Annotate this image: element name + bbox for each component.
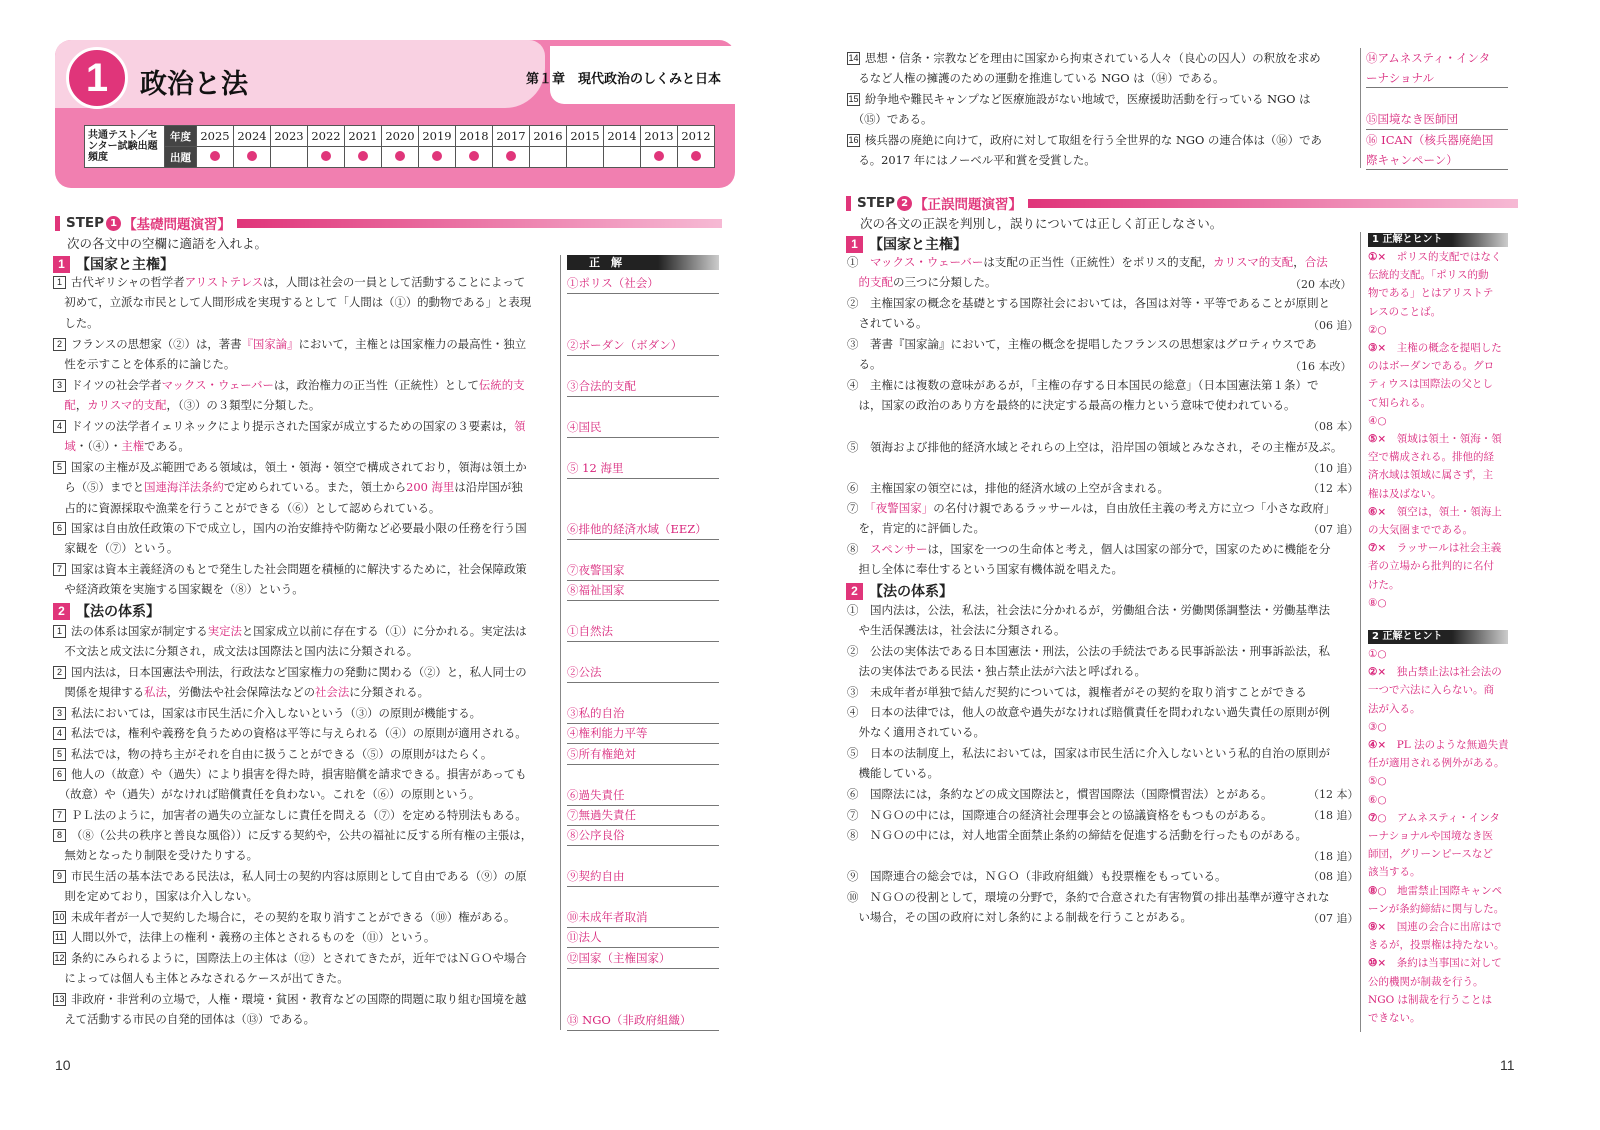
answer: ⑫国家（主権国家） [567,949,719,969]
question-2-11: 11 人間以外で，法律上の権利・義務の主体とされるものを（⑪）という。 [54,930,436,944]
question-6: 6 国家は自由放任政策の下で成立し，国内の治安維持や防衛など必要最小限の任務を行う国 家観を（⑦）という。 [53,521,527,556]
question-2-7: 7 ＰＬ法のように，加害者の過失の立証なしに責任を問える（⑦）を定める特別法もある。 [53,805,553,825]
answer: ①自然法 [567,622,719,642]
hint-header: 2 正解とヒント [1368,630,1508,644]
question-14: 14 思想・信条・宗教などを理由に国家から拘束されている人々（良心の囚人）の釈放を求め るなど人権の擁護のための運動を推進している NGO は（⑭）である。 [847,51,1321,86]
answer: ①ポリス（社会） [567,274,719,294]
question-2-9: 9 市民生活の基本法である民法は，私人同士の契約内容は原則として自由である（⑨）の原 則を定めており，国家は介入しない。 [53,869,527,904]
question-2-4: 4 私法では，権利や義務を負うための資格は平等に与えられる（④）の原則が適用される。 [53,723,553,743]
question-2-3: 3 私法においては，国家は市民生活に介入しないという（③）の原則が機能する。 [53,703,553,723]
frequency-mark [604,147,641,168]
answer: ⑤ 12 海里 [567,459,719,479]
question-2-8: 8 （⑧（公共の秩序と善良な風俗））に反する契約や，公共の福祉に反する所有権の主張は， 無効となったり制限を受けたりする。 [53,828,533,863]
step2-heading [846,193,1518,213]
question-2-12: 12 条約にみられるように，国際法上の主体は（⑫）とされてきたが，近年ではＮＧＯや場合 によっては個人も主体とみなされるケースが出てきた。 [53,951,527,986]
year-tag: （18 追） [1308,809,1359,822]
section-title: 【法の体系】 [869,584,953,600]
chapter-label: 第１章 現代政治のしくみと日本 [526,72,722,87]
dot-icon [469,151,479,161]
answer: ⑯ ICAN（核兵器廃絶国 際キャンペーン） [1366,130,1508,170]
step-number: 1 [106,216,121,231]
frequency-mark [419,147,456,168]
instruction: 次の各文中の空欄に適語を入れよ。 [67,236,268,251]
answer: ⑭アムネスティ・インタ ーナショナル [1366,48,1508,88]
year-cell: 2022 [308,126,345,147]
year-tag: （18 追） [1308,850,1359,863]
hint-list-2: ①○ ②× 独占禁止法は社会法の 一つで六法に入らない。商 法が入る。 ③○ ④× PL 法のような無過失責 任が適用される例外がある。 ⑤○ ⑥○ ⑦○ アムネスティ・インタ ーナショナルや国境なき医 師団，グリーンピースなど 該当する。 ⑧○ 地雷禁止国際キャンペ ーンが条約締結に関与した。 ⑨× 国連の会合に出席はで きるが，投票権は持たない。 ⑩× 条約は当事国に対して 公的機関が制裁を行う。 NGO は制裁を行うことは できない。 [1368,648,1509,1025]
tf-1-5: ⑤ 領海および排他的経済水域とそれらの上空は，沿岸国の領域とみなされ，その主権が及ぶ。 [847,440,1343,454]
year-tag: （08 本） [1308,420,1359,433]
section-title: 【法の体系】 [76,604,160,620]
answer: ③私的自治 [567,704,719,724]
answer: ⑤所有権絶対 [567,745,719,765]
year-cell: 2021 [345,126,382,147]
dot-icon [506,151,516,161]
year-cell: 2023 [271,126,308,147]
page-title: 政治と法 [140,69,248,100]
section-heading [846,234,967,254]
tf-1-7: ⑦ 「夜警国家」の名付け親であるラッサールは，自由放任主義の考え方に立つ「小さな政府」 を，肯定的に評価した。 [847,501,1336,536]
answer: ④国民 [567,418,719,438]
frequency-mark [530,147,567,168]
question-2-5: 5 私法では，物の持ち主がそれを自由に扱うことができる（⑤）の原則がはたらく。 [53,744,553,764]
answer: ⑬ NGO（非政府組織） [567,1011,719,1031]
year-cell: 2025 [197,126,234,147]
tf-2-4: ④ 日本の法律では，他人の故意や過失がなければ賠償責任を問われない過失責任の原則が例 外なく適用されている。 [847,705,1330,740]
year-cell: 2016 [530,126,567,147]
answer: ⑪法人 [567,928,719,948]
section-number: 2 [53,603,70,620]
frequency-mark [308,147,345,168]
question-2-1: 1 法の体系は国家が制定する実定法と国家成立以前に存在する（①）に分かれる。実定法は 不文法と成文法に分類され，成文法は国際法と国内法に分類される。 [53,624,527,659]
year-cell: 2015 [567,126,604,147]
dot-icon [321,151,331,161]
section-number: 2 [846,583,863,600]
answer: ⑨契約自由 [567,867,719,887]
year-cell: 2014 [604,126,641,147]
step-label: STEP [857,195,896,211]
answer: ⑦無過失責任 [567,806,719,826]
year-cell: 2019 [419,126,456,147]
tf-2-2: ② 公法の実体法である日本国憲法・刑法，公法の手続法である民事訴訟法・刑事訴訟法，私 法の実体法である民法・独占禁止法が六法と呼ばれる。 [847,644,1330,679]
year-tag: （08 追） [1308,870,1359,883]
answer: ⑩未成年者取消 [567,908,719,928]
section-heading [53,601,160,621]
frequency-mark [345,147,382,168]
frequency-mark [271,147,308,168]
year-tag: （06 追） [1308,319,1359,332]
tf-2-1: ① 国内法は，公法，私法，社会法に分かれるが，労働組合法・労働関係調整法・労働基準法 や生活保護法は，社会法に分類される。 [847,603,1330,638]
instruction: 次の各文の正誤を判別し，誤りについては正しく訂正しなさい。 [860,216,1223,231]
year-tag: （16 本改） [1290,360,1352,373]
question-4: 4 ドイツの法学者イェリネックにより提示された国家が成立するための国家の３要素は，領 域・（④）・主権である。 [53,416,553,457]
answer: ⑥過失責任 [567,786,719,806]
frequency-table [84,125,715,168]
year-tag: （07 追） [1308,912,1359,925]
tf-2-9: ⑨ 国際連合の総会では，ＮＧＯ（非政府組織）も投票権をもっている。 [847,869,1227,883]
step-title: 【基礎問題演習】 [123,217,232,233]
frequency-mark [641,147,678,168]
question-2-2: 2 国内法は，日本国憲法や刑法，行政法など国家権力の発動に関わる（②）と，私人同士の 関係を規律する私法，労働法や社会保障法などの社会法に分類される。 [53,665,527,700]
dot-icon [654,151,664,161]
frequency-mark [197,147,234,168]
answer: ⑥排他的経済水域（EEZ） [567,520,719,540]
frequency-mark [234,147,271,168]
question-5: 5 国家の主権が及ぶ範囲である領域は，領土・領海・領空で構成されており，領海は領土か ら（⑤）までと国連海洋法条約で定められている。また，領土から200 海里は沿岸国が独 占的に資源採取や漁業を行うことができる（⑥）として認められている。 [53,460,527,515]
step-label: STEP [66,215,105,231]
page-number: 10 [55,1057,71,1073]
year-tag: （20 本改） [1290,278,1352,291]
tf-2-7: ⑦ ＮＧＯの中には，国際連合の経済社会理事会との協議資格をもつものがある。 [847,808,1273,822]
tf-2-3: ③ 未成年者が単独で結んだ契約については，親権者がその契約を取り消すことができる [847,685,1307,699]
year-cell: 2012 [678,126,715,147]
question-2-10: 10 未成年者が一人で契約した場合に，その契約を取り消すことができる（⑩）権がある。 [54,910,516,924]
section-title: 【国家と主権】 [869,237,967,253]
tf-2-5: ⑤ 日本の法制度上，私法においては，国家は市民生活に介入しないという私的自治の原則が 機能している。 [847,746,1330,781]
question-3: 3 ドイツの社会学者マックス・ウェーバーは，政治権力の正当性（正統性）として伝統的支 配，カリスマ的支配，（③）の３類型に分類した。 [53,375,553,416]
tf-1-3: ③ 著書『国家論』において，主権の概念を提唱したフランスの思想家はグロティウスであ る。 [847,337,1317,372]
answers-header: 正 解 [567,255,719,270]
step1-heading [55,213,722,233]
section-number: 1 [846,236,863,253]
tf-1-8: ⑧ スペンサーは，国家を一つの生命体と考え，個人は国家の部分で，国家のために機能を分 担し全体に奉仕するという国家有機体説を唱えた。 [847,542,1331,577]
tf-1-4: ④ 主権には複数の意味があるが，「主権の存する日本国民の総意」（日本国憲法第１条）で は，国家の政治のあり方を最終的に決定する最高の権力という意味で使われている。 [847,378,1319,413]
frequency-mark [382,147,419,168]
year-tag: （07 追） [1308,523,1359,536]
section-heading [53,254,174,274]
year-cell: 2018 [456,126,493,147]
tf-2-8: ⑧ ＮＧＯの中には，対人地雷全面禁止条約の締結を促進する活動を行ったものがある。 [847,828,1307,842]
tf-2-10: ⑩ ＮＧＯの役割として，環境の分野で，条約で合意された有害物質の排出基準が遵守されな い場合，その国の政府に対し条約による制裁を行うことがある。 [847,890,1330,925]
answer: ②公法 [567,663,719,683]
year-cell: 2017 [493,126,530,147]
frequency-mark [456,147,493,168]
dot-icon [432,151,442,161]
tf-1-2: ② 主権国家の概念を基礎とする国際社会においては，各国は対等・平等であることが原則と されている。 [847,296,1330,331]
left-page [0,0,780,1130]
dot-icon [395,151,405,161]
question-2: 2 フランスの思想家（②）は，著書『国家論』において，主権とは国家権力の最高性・独立 性を示すことを体系的に論じた。 [53,337,527,372]
dot-icon [691,151,701,161]
section-number: 1 [53,256,70,273]
dot-icon [247,151,257,161]
year-header: 年度 [165,126,197,147]
answer: ④権利能力平等 [567,724,719,744]
section-heading [846,581,953,601]
question-2-6: 6 他人の（故意）や（過失）により損害を得た時，損害賠償を請求できる。損害があっても （故意）や（過失）がなければ賠償責任を負わない。これを（⑥）の原則という。 [53,767,527,802]
year-cell: 2024 [234,126,271,147]
frequency-mark [567,147,604,168]
frequency-mark [678,147,715,168]
answer: ⑧公序良俗 [567,826,719,846]
answer: ③合法的支配 [567,377,719,397]
section-title: 【国家と主権】 [76,257,174,273]
year-cell: 2013 [641,126,678,147]
hint-header: 1 正解とヒント [1368,233,1508,247]
answer: ⑮国境なき医師団 [1366,109,1508,130]
year-tag: （12 本） [1308,482,1359,495]
appear-header: 出題 [165,147,197,168]
question-7: 7 国家は資本主義経済のもとで発生した社会問題を積極的に解決するために，社会保障政策 や経済政策を実施する国家観を（⑧）という。 [53,562,527,597]
right-page [820,0,1600,1130]
answer: ②ボーダン（ボダン） [567,336,719,356]
year-tag: （10 追） [1308,462,1359,475]
tf-1-6: ⑥ 主権国家の領空には，排他的経済水域の上空が含まれる。 [847,481,1169,495]
dot-icon [210,151,220,161]
frequency-mark [493,147,530,168]
answer: ⑦夜警国家 [567,561,719,581]
step-number: 2 [897,196,912,211]
question-16: 16 核兵器の廃絶に向けて，政府に対して取組を行う全世界的な NGO の連合体は（⑯）であ る。2017 年にはノーベル平和賞を受賞した。 [847,133,1322,168]
chapter-number: 1 [66,47,128,109]
dot-icon [358,151,368,161]
question-2-13: 13 非政府・非営利の立場で，人権・環境・貧困・教育などの国際的問題に取り組む国境を越 えて活動する市民の自発的団体は（⑬）である。 [53,992,527,1027]
year-cell: 2020 [382,126,419,147]
hint-list-1: ①× ポリス的支配ではなく 伝統的支配。「ポリス的動 物である」とはアリストテ レスのことば。 ②○ ③× 主権の概念を提唱した のはボーダンである。グロ ティウスは国際法の父とし て知られる。 ④○ ⑤× 領域は領土・領海・領 空で構成される。排他的経 済水域は領域に属さず，主 権は及ばない。 ⑥× 領空は，領土・領海上 の大気圏までである。 ⑦× ラッサールは社会主義 者の立場から批判的に名付 けた。 ⑧○ [1368,251,1502,609]
tf-2-6: ⑥ 国際法には，条約などの成文国際法と，慣習国際法（国際慣習法）とがある。 [847,787,1273,801]
year-tag: （12 本） [1308,788,1359,801]
step-title: 【正誤問題演習】 [914,197,1023,213]
page-number: 11 [1500,1057,1515,1073]
question-1: 1 古代ギリシャの哲学者アリストテレスは，人間は社会の一員として活動することによって 初めて，立派な市民として人間形成を実現するとして「人間は（①）的動物である」と表現 した。 [53,275,532,330]
tf-1-1: ① マックス・ウェーバーは支配の正当性（正統性）をポリス的支配，カリスマ的支配，合法 的支配の三つに分類した。 [847,255,1328,290]
answer: ⑧福祉国家 [567,581,719,601]
question-15: 15 紛争地や難民キャンプなど医療施設がない地域で，医療援助活動を行っている NGO は （⑮）である。 [847,92,1311,127]
freq-label: 共通テスト／センター試験出題頻度 [85,126,165,168]
